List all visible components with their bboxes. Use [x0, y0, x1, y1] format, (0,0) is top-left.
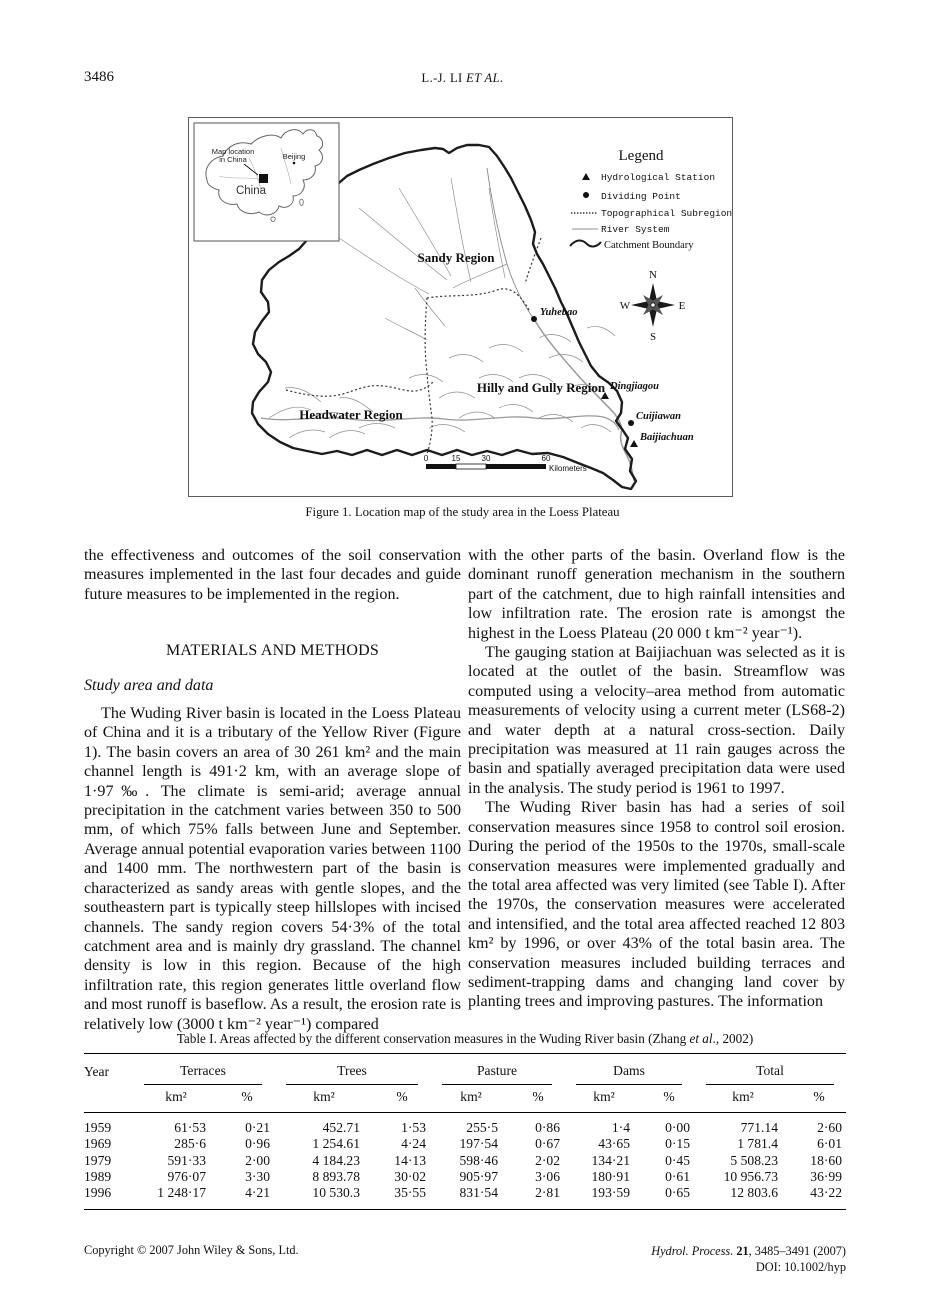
scale-tick-0: 0 — [423, 454, 429, 463]
subheader-pct: % — [374, 1085, 430, 1113]
dividing-point-marker-cuijiawan — [628, 420, 634, 426]
table-cell: 0·45 — [665, 1152, 690, 1168]
journal-volume: 21 — [736, 1244, 749, 1258]
table-cell: 193·59 — [591, 1185, 630, 1201]
table-cell: 18·60 — [810, 1152, 842, 1168]
running-head-authors: L.-J. LI — [421, 71, 467, 85]
subheader-km2: km² — [274, 1085, 374, 1113]
table-cell: 4·21 — [245, 1185, 270, 1201]
column-group-pasture — [430, 1054, 564, 1086]
paragraph: The Wuding River basin has had a series of soil conservation measures since 1958 to control soil erosion. During the period of the 1950s to the 1970s, small-scale conservation measures were implemented gradually and the total area affected was very limited (see Table I). After the 1970s, the conservation measures were accelerated and intensified, and the total area affected reached 12 803 km² by 1996, or over 43% of the total basin area. The conservation measures included building terraces and sediment-trapping dams and changing land cover by planting trees and improving pastures. The information — [468, 799, 845, 1011]
table-row — [84, 1185, 846, 1210]
table-cell: 10 530.3 — [312, 1185, 360, 1201]
table-cell: 2·02 — [535, 1152, 560, 1168]
footer-citation — [465, 1243, 846, 1275]
table-cell: 14·13 — [394, 1152, 426, 1168]
table-cell: 0·15 — [665, 1136, 690, 1152]
page-number: 3486 — [84, 69, 114, 85]
inset-china-label: China — [235, 185, 267, 197]
compass-label-w: W — [619, 300, 631, 312]
table-row — [84, 1136, 846, 1152]
scale-tick-15: 15 — [451, 454, 461, 463]
table-cell: 1979 — [84, 1152, 112, 1168]
compass-label-n: N — [649, 269, 657, 281]
table-cell: 3·06 — [535, 1168, 560, 1184]
table-cell: 0·21 — [245, 1120, 270, 1135]
table-cell: 598·46 — [459, 1152, 498, 1168]
table-cell: 4·24 — [401, 1136, 426, 1152]
paragraph: with the other parts of the basin. Overland flow is the dominant runoff generation mechanism in the southern part of the catchment, due to high rainfall intensities and low infiltration rate. The erosion rate is amongst the highest in the Loess Plateau (20 000 t km⁻² year⁻¹). — [468, 547, 845, 642]
body-column-left — [84, 546, 461, 1034]
table-cell: 1 781.4 — [737, 1136, 778, 1152]
table-cell: 255·5 — [466, 1120, 498, 1135]
table-cell: 591·33 — [167, 1152, 206, 1168]
table-cell: 905·97 — [459, 1168, 498, 1184]
table-cell: 10 956.73 — [723, 1168, 778, 1184]
circle-icon — [583, 192, 589, 198]
table-caption — [84, 1031, 846, 1047]
paragraph: the effectiveness and outcomes of the soil conservation measures implemented in the last four decades and guide future measures to be implemented in the region. — [84, 547, 461, 603]
sub-section-heading: Study area and data — [84, 676, 214, 694]
study-area-square — [259, 174, 268, 183]
table-cell: 197·54 — [459, 1136, 498, 1152]
subheader-km2: km² — [564, 1085, 644, 1113]
footer-copyright: Copyright © 2007 John Wiley & Sons, Ltd. — [84, 1243, 299, 1257]
group-label: Trees — [286, 1054, 418, 1085]
table-cell: 6·01 — [817, 1136, 842, 1152]
table-cell: 1996 — [84, 1185, 112, 1201]
journal-name: Hydrol. Process. — [651, 1244, 737, 1258]
group-label: Dams — [576, 1054, 682, 1085]
group-label: Total — [706, 1054, 834, 1085]
table-cell: 2·00 — [245, 1152, 270, 1168]
table-cell: 0·61 — [665, 1168, 690, 1184]
running-head — [0, 71, 925, 86]
table-row — [84, 1113, 846, 1137]
table-1 — [84, 1053, 846, 1210]
subheader-km2: km² — [132, 1085, 220, 1113]
table-subheader-row — [84, 1085, 846, 1113]
subheader-pct: % — [220, 1085, 274, 1113]
map-station-label-baijiachuan: Baijiachuan — [640, 432, 694, 443]
squiggle-line-icon — [570, 240, 601, 246]
column-group-dams — [564, 1054, 694, 1086]
table-cell: 1 254.61 — [312, 1136, 360, 1152]
compass-label-e: E — [678, 300, 686, 312]
table-cell: 35·55 — [394, 1185, 426, 1201]
scale-unit-label: Kilometers — [549, 464, 587, 473]
inset-callout-line1: Map location — [211, 147, 255, 156]
hydrological-station-marker-baijiachuan — [630, 440, 638, 447]
map-station-label-cuijiawan: Cuijiawan — [636, 411, 681, 422]
subheader-pct: % — [512, 1085, 564, 1113]
scale-tick-60: 60 — [541, 454, 551, 463]
table-caption-end: ., 2002) — [712, 1031, 754, 1046]
table-cell: 1 248·17 — [157, 1185, 206, 1201]
figure-caption: Figure 1. Location map of the study area in the Loess Plateau — [305, 505, 620, 519]
beijing-dot — [293, 162, 296, 165]
legend-title: Legend — [618, 148, 664, 164]
subheader-pct: % — [644, 1085, 694, 1113]
footer-doi-line: DOI: 10.1002/hyp — [755, 1260, 846, 1274]
table-cell: 1·4 — [611, 1120, 630, 1135]
group-label: Terraces — [144, 1054, 262, 1085]
footer-journal-line — [465, 1243, 846, 1259]
table-caption-text: Table I. Areas affected by the different conservation measures in the Wuding River basin (Zhang — [176, 1031, 690, 1046]
table-cell: 1989 — [84, 1168, 112, 1184]
group-label: Pasture — [442, 1054, 552, 1085]
table-cell: 0·86 — [535, 1120, 560, 1135]
table-cell: 61·53 — [174, 1120, 206, 1135]
table-cell: 2·60 — [817, 1120, 842, 1135]
conservation-measures-table — [84, 1053, 846, 1210]
paragraph: The gauging station at Baijiachuan was selected as it is located at the outlet of the basin. Streamflow was computed using a velocity–area method from automatic measurements of velocity using a current meter (LS68-2) and water depth at a natural cross-section. Daily precipitation was measured at 11 rain gauges across the basin and spatially averaged precipitation data were used in the analysis. The study period is 1961 to 1997. — [468, 644, 845, 797]
running-head-etal: ET AL. — [466, 71, 504, 85]
column-group-terraces — [132, 1054, 274, 1086]
map-station-label-yuhebao: Yuhebao — [540, 307, 578, 318]
table-cell: 0·96 — [245, 1136, 270, 1152]
scale-tick-30: 30 — [481, 454, 491, 463]
legend-label-catchment-boundary: Catchment Boundary — [604, 240, 694, 251]
map-canvas — [189, 118, 732, 496]
compass-label-s: S — [649, 331, 657, 343]
table-row — [84, 1169, 846, 1185]
table-cell: 36·99 — [810, 1168, 842, 1184]
map-region-label-headwater: Headwater Region — [299, 407, 403, 422]
table-cell: 1·53 — [401, 1120, 426, 1135]
compass-rose-icon — [620, 269, 686, 343]
triangle-icon — [582, 173, 590, 180]
map-legend — [570, 148, 732, 251]
table-cell: 12 803.6 — [730, 1185, 778, 1201]
table-cell: 30·02 — [394, 1168, 426, 1184]
table-cell: 2·81 — [535, 1185, 560, 1201]
dividing-point-marker-yuhebao — [531, 316, 537, 322]
paragraph: The Wuding River basin is located in the Loess Plateau of China and it is a tributary of the Yellow River (Figure 1). The basin covers an area of 30 261 km² and the main channel length is 491·2 km, with an average slope of 1·97‰. The climate is semi-arid; average annual precipitation in the catchment varies between 350 to 500 mm, of which 75% falls between June and September. Average annual potential evaporation varies between 1100 and 1400 mm. The northwestern part of the basin is characterized as sandy areas with gentle slopes, and the southeastern part is typically steep hillslopes with incised channels. The sandy region covers 54·3% of the total catchment area and is mainly dry grassland. The channel density is low in this region. Because of the high infiltration rate, this region generates little overland flow and most runoff is baseflow. As a result, the erosion rate is relatively low (3000 t km⁻² year⁻¹) compared — [84, 705, 461, 1033]
inset-beijing-label: Beijing — [282, 152, 306, 161]
table-cell: 0·00 — [665, 1120, 690, 1135]
table-cell: 8 893.78 — [312, 1168, 360, 1184]
table-cell: 976·07 — [167, 1168, 206, 1184]
column-group-total — [694, 1054, 846, 1086]
table-cell: 1969 — [84, 1136, 112, 1152]
map-station-label-dingjiagou: Dingjiagou — [610, 381, 660, 392]
china-inset-map — [194, 123, 339, 241]
body-column-right — [468, 546, 845, 1012]
subheader-km2: km² — [430, 1085, 512, 1113]
table-cell: 831·54 — [459, 1185, 498, 1201]
table-cell: 1959 — [84, 1120, 112, 1135]
table-cell: 5 508.23 — [730, 1152, 778, 1168]
legend-label-topographical-subregion: Topographical Subregion — [601, 208, 732, 219]
table-cell: 771.14 — [740, 1120, 778, 1135]
inset-callout-line2: in China — [219, 155, 247, 164]
table-cell: 4 184.23 — [312, 1152, 360, 1168]
legend-label-dividing-point: Dividing Point — [601, 191, 681, 202]
map-region-label-hilly: Hilly and Gully Region — [476, 380, 606, 395]
table-group-header-row — [84, 1054, 846, 1086]
subheader-pct: % — [792, 1085, 846, 1113]
table-caption-etal: et al — [689, 1031, 713, 1046]
map-region-label-sandy: Sandy Region — [417, 250, 495, 265]
table-cell: 0·65 — [665, 1185, 690, 1201]
section-heading: MATERIALS AND METHODS — [165, 642, 380, 660]
figure-1-map — [188, 117, 733, 497]
table-cell: 134·21 — [591, 1152, 630, 1168]
column-header-year: Year — [84, 1054, 132, 1113]
table-cell: 43·65 — [598, 1136, 630, 1152]
legend-label-river-system: River System — [601, 224, 670, 235]
subheader-km2: km² — [694, 1085, 792, 1113]
column-group-trees — [274, 1054, 430, 1086]
table-cell: 285·6 — [174, 1136, 206, 1152]
table-cell: 452.71 — [322, 1120, 360, 1135]
journal-pages: , 3485–3491 (2007) — [748, 1244, 846, 1258]
table-cell: 43·22 — [810, 1185, 842, 1201]
table-cell: 180·91 — [591, 1168, 630, 1184]
legend-label-hydrological-station: Hydrological Station — [601, 172, 716, 183]
table-cell: 3·30 — [245, 1168, 270, 1184]
table-row — [84, 1153, 846, 1169]
table-cell: 0·67 — [535, 1136, 560, 1152]
